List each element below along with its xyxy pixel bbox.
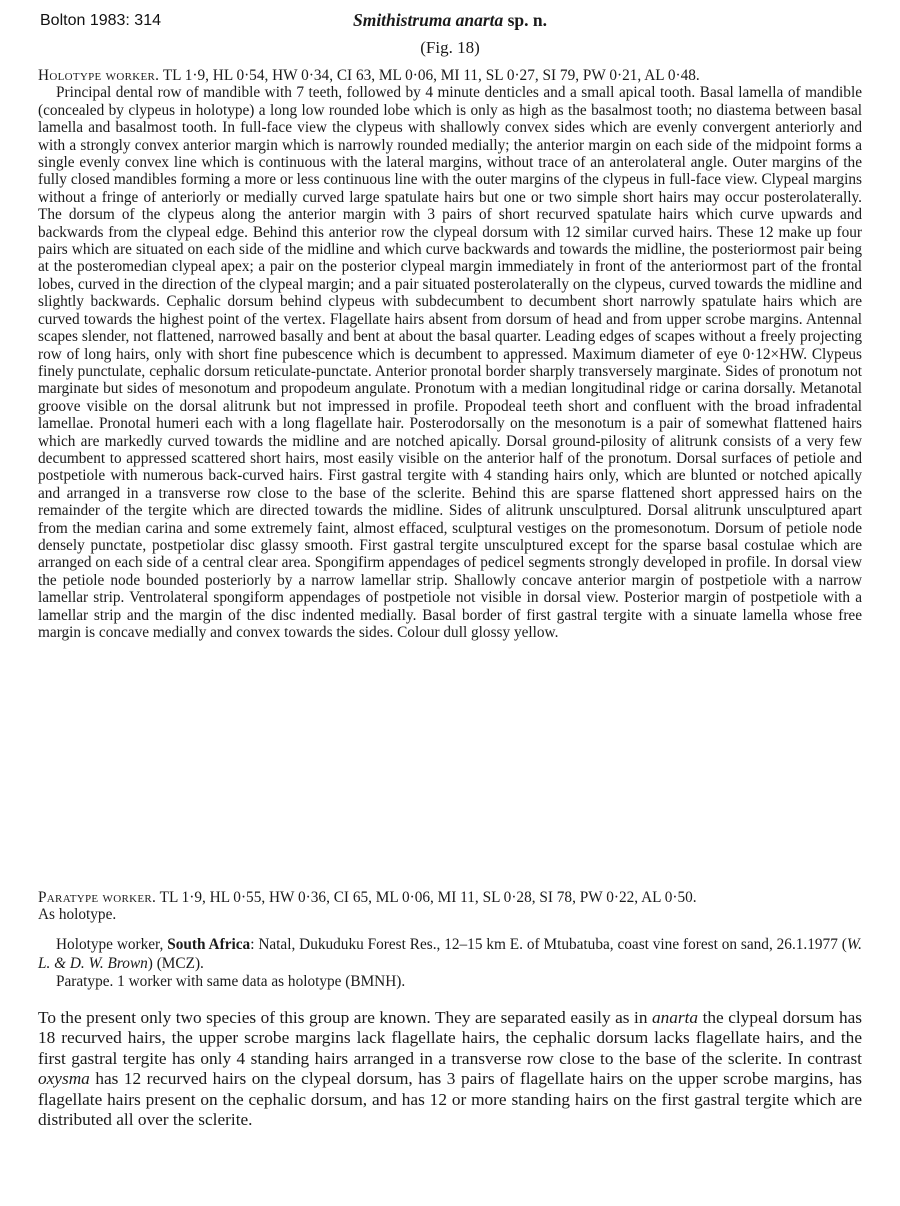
discussion-text-2: the clypeal dorsum has 18 recurved hairs, the upper scrobe margins lack flagellate hairs, the cephalic dorsum lacks flagellate hairs, and the first gastral tergite has only 4 standing hairs arranged in a transverse row close to the base of the sclerite. In contrast (38, 1008, 862, 1068)
paratype-section (38, 889, 862, 924)
species-oxysma: oxysma (38, 1069, 90, 1089)
discussion (38, 1008, 862, 1130)
holotype-data-prefix: Holotype worker, (56, 936, 168, 953)
repository: ) (MCZ). (147, 954, 204, 972)
collectors: W. L. & D. W. Brown (38, 936, 862, 972)
holotype-measurements-line (38, 67, 862, 84)
paratype-measurements-line (38, 889, 862, 906)
paratype-measurements: TL 1·9, HL 0·55, HW 0·36, CI 65, ML 0·06, MI 11, SL 0·28, SI 78, PW 0·22, AL 0·50. (156, 889, 697, 906)
species-name: Smithistruma anarta (352, 10, 504, 30)
species-anarta: anarta (651, 1008, 699, 1027)
holotype-section (38, 67, 862, 641)
citation: Bolton 1983: 314 (40, 12, 161, 29)
figure-reference: (Fig. 18) (420, 38, 480, 57)
holotype-description: Principal dental row of mandible with 7 teeth, followed by 4 minute denticles and a small apical tooth. Basal lamella of mandible (concealed by clypeus in holotype) a long low rounded lobe which is only as high as the basalmost tooth; no diastema between basal lamella and basalmost tooth. In full-face view the clypeus with shallowly convex sides which are evenly convergent anteriorly and with a strongly convex anterior margin which is narrowly rounded medially; the anterior margin on each side of the midpoint forms a single evenly convex line which is continuous with the lateral margins, without trace of an anterolateral angle. Outer margins of the fully closed mandibles forming a more or less continuous line with the outer margins of the clypeus in full-face view. Clypeal margins without a fringe of anteriorly or medially curved large spatulate hairs but one or two simple short hairs may occur posterolaterally. The dorsum of the clypeus along the anterior margin with 3 pairs of short recurved spatulate hairs which curve upwards and backwards from the clypeal edge. Behind this anterior row the clypeal dorsum with 12 similar curved hairs. These 12 make up four pairs which are situated on each side of the midline and which curve backwards and towards the midline, the posteriormost pair being at the posteromedian clypeal apex; a pair on the posterior clypeal margin immediately in front of the anteriormost part of the frontal lobes, curved in the direction of the clypeal margin; and a pair situated posterolaterally on the clypeus, curved towards the midline and slightly backwards. Cephalic dorsum behind clypeus with subdecumbent to decumbent short narrowly spatulate hairs which are curved towards the highest point of the vertex. Flagellate hairs absent from dorsum of head and from upper scrobe margins. Antennal scapes slender, not flattened, narrowed basally and bent at about the basal quarter. Leading edges of scapes without a freely projecting row of long hairs, only with short fine pubescence which is decumbent to appressed. Maximum diameter of eye 0·12×HW. Clypeus finely punctulate, cephalic dorsum reticulate-punctate. Anterior pronotal border sharply transversely marginate. Sides of pronotum not marginate but sides of mesonotum and propodeum angulate. Pronotum with a median longitudinal ridge or carina dorsally. Metanotal groove visible on the dorsal alitrunk but not impressed in profile. Propodeal teeth short and confluent with the broad infradental lamellae. Pronotal humeri each with a long flagellate hair. Posterodorsally on the mesonotum is a pair of somewhat flattened hairs which are markedly curved towards the midline and are notched apically. Dorsal ground-pilosity of alitrunk consists of a very few decumbent to appressed scattered short hairs, most easily visible on the anterior half of the pronotum. Dorsal surfaces of petiole and postpetiole with numerous back-curved hairs. First gastral tergite with 4 standing hairs only, which are blunted or notched apically and arranged in a transverse row close to the base of the sclerite. Behind this are sparse flattened short appressed hairs on the remainder of the tergite which are directed towards the midline. Sides of alitrunk unsculptured. Dorsal alitrunk unsculptured apart from the median carina and some extremely faint, almost effaced, sculptural vestiges on the promesonotum. Dorsum of petiole node densely punctate, postpetiolar disc glassy smooth. First gastral tergite unsculptured except for the sparse basal costulae which are arranged on each side of a central clear area. Spongifirm appendages of pedicel segments strongly developed in profile. In dorsal view the petiole node bounded posteriorly by a narrow lamellar strip. Shallowly concave anterior margin of postpetiole with a narrow lamellar strip. Ventrolateral spongiform appendages of postpetiole not visible in dorsal view. Posterior margin of postpetiole with a lamellar strip and the margin of the disc indented medially. Basal border of first gastral tergite with a sinuate lamella whose free margin is concave medially and convex towards the sides. Colour dull glossy yellow. (38, 84, 862, 641)
material-examined (38, 936, 862, 992)
paratype-data: Paratype. 1 worker with same data as holotype (BMNH). (56, 973, 406, 990)
holotype-data (38, 936, 862, 973)
discussion-text-3: has 12 recurved hairs on the clypeal dorsum, has 3 pairs of flagellate hairs on the upper scrobe margins, has flagellate hairs present on the cephalic dorsum, and has 12 or more standing hairs on the first gastral tergite which are distributed all over the sclerite. (38, 1069, 862, 1130)
holotype-measurements: TL 1·9, HL 0·54, HW 0·34, CI 63, ML 0·06, MI 11, SL 0·27, SI 79, PW 0·21, AL 0·48. (159, 67, 700, 84)
holotype-label: Holotype worker. (38, 67, 160, 84)
paratype-note: As holotype. (38, 906, 117, 924)
country: South Africa (167, 936, 251, 953)
discussion-text-1: To the present only two species of this group are known. They are separated easily as in (38, 1008, 652, 1027)
species-suffix: sp. n. (503, 10, 548, 30)
locality: : Natal, Dukuduku Forest Res., 12–15 km E. of Mtubatuba, coast vine forest on sand, 26.1.1977 ( (250, 936, 847, 953)
discussion-paragraph (38, 1008, 862, 1130)
paratype-label: Paratype worker. (38, 889, 157, 906)
species-title (0, 10, 900, 31)
